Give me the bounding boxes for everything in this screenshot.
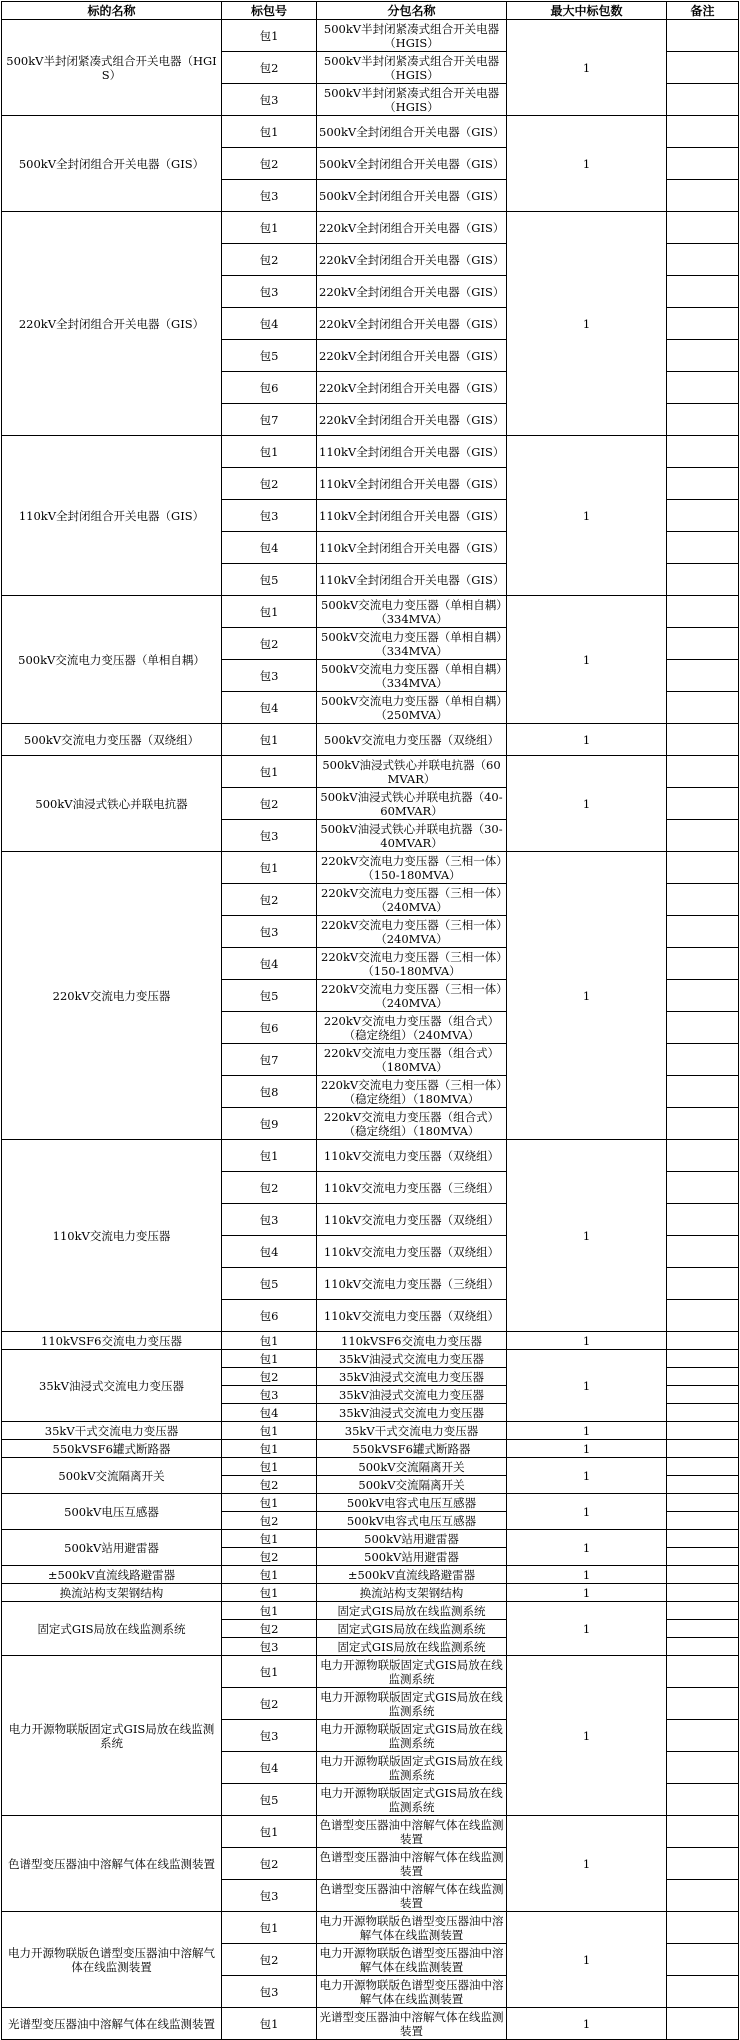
package-no-cell: 包4 — [222, 692, 317, 724]
remarks-cell — [667, 1848, 739, 1880]
sub-package-name-cell: 35kV油浸式交流电力变压器 — [317, 1404, 507, 1422]
package-no-cell: 包1 — [222, 2008, 317, 2040]
item-name-cell: 电力开源物联版固定式GIS局放在线监测系统 — [2, 1656, 222, 1816]
sub-package-name-cell: 35kV油浸式交流电力变压器 — [317, 1386, 507, 1404]
sub-package-name-cell: 110kVSF6交流电力变压器 — [317, 1332, 507, 1350]
table-row — [2, 1602, 739, 1620]
max-awards-cell: 1 — [507, 1816, 667, 1912]
remarks-cell — [667, 852, 739, 884]
table-row — [2, 2008, 739, 2040]
sub-package-name-cell: 220kV交流电力变压器（三相一体）（240MVA） — [317, 980, 507, 1012]
max-awards-cell: 1 — [507, 116, 667, 212]
sub-package-name-cell: 110kV全封闭组合开关电器（GIS） — [317, 436, 507, 468]
package-no-cell: 包2 — [222, 788, 317, 820]
sub-package-name-cell: 电力开源物联版色谱型变压器油中溶解气体在线监测装置 — [317, 1944, 507, 1976]
sub-package-name-cell: 35kV油浸式交流电力变压器 — [317, 1368, 507, 1386]
item-name-cell: 电力开源物联版色谱型变压器油中溶解气体在线监测装置 — [2, 1912, 222, 2008]
max-awards-cell: 1 — [507, 20, 667, 116]
sub-package-name-cell: 220kV交流电力变压器（三相一体）（稳定绕组）（180MVA） — [317, 1076, 507, 1108]
table-row — [2, 596, 739, 628]
package-no-cell: 包5 — [222, 340, 317, 372]
remarks-cell — [667, 1140, 739, 1172]
package-no-cell: 包7 — [222, 404, 317, 436]
package-no-cell: 包3 — [222, 1720, 317, 1752]
remarks-cell — [667, 84, 739, 116]
package-no-cell: 包4 — [222, 308, 317, 340]
remarks-cell — [667, 20, 739, 52]
remarks-cell — [667, 1720, 739, 1752]
remarks-cell — [667, 148, 739, 180]
remarks-cell — [667, 468, 739, 500]
bid-package-table — [1, 1, 739, 2040]
table-row — [2, 1530, 739, 1548]
remarks-cell — [667, 1044, 739, 1076]
sub-package-name-cell: 电力开源物联版固定式GIS局放在线监测系统 — [317, 1784, 507, 1816]
max-awards-cell: 1 — [507, 436, 667, 596]
package-no-cell: 包1 — [222, 1602, 317, 1620]
package-no-cell: 包3 — [222, 1880, 317, 1912]
package-no-cell: 包3 — [222, 1638, 317, 1656]
item-name-cell: ±500kV直流线路避雷器 — [2, 1566, 222, 1584]
table-row — [2, 1584, 739, 1602]
sub-package-name-cell: 110kV交流电力变压器（三绕组） — [317, 1268, 507, 1300]
remarks-cell — [667, 116, 739, 148]
package-no-cell: 包2 — [222, 1548, 317, 1566]
remarks-cell — [667, 1752, 739, 1784]
sub-package-name-cell: 500kV电容式电压互感器 — [317, 1494, 507, 1512]
sub-package-name-cell: 500kV油浸式铁心并联电抗器（30-40MVAR） — [317, 820, 507, 852]
package-no-cell: 包2 — [222, 1620, 317, 1638]
remarks-cell — [667, 340, 739, 372]
sub-package-name-cell: 500kV半封闭紧凑式组合开关电器（HGIS） — [317, 20, 507, 52]
package-no-cell: 包1 — [222, 20, 317, 52]
remarks-cell — [667, 1566, 739, 1584]
table-row — [2, 852, 739, 884]
remarks-cell — [667, 1688, 739, 1720]
package-no-cell: 包7 — [222, 1044, 317, 1076]
item-name-cell: 500kV油浸式铁心并联电抗器 — [2, 756, 222, 852]
item-name-cell: 换流站构支架钢结构 — [2, 1584, 222, 1602]
remarks-cell — [667, 1422, 739, 1440]
remarks-cell — [667, 372, 739, 404]
item-name-cell: 500kV交流电力变压器（双绕组） — [2, 724, 222, 756]
package-no-cell: 包1 — [222, 1494, 317, 1512]
item-name-cell: 35kV油浸式交流电力变压器 — [2, 1350, 222, 1422]
remarks-cell — [667, 1548, 739, 1566]
max-awards-cell: 1 — [507, 1494, 667, 1530]
sub-package-name-cell: 500kV油浸式铁心并联电抗器（40-60MVAR） — [317, 788, 507, 820]
table-row — [2, 1440, 739, 1458]
sub-package-name-cell: 500kV站用避雷器 — [317, 1548, 507, 1566]
sub-package-name-cell: 电力开源物联版色谱型变压器油中溶解气体在线监测装置 — [317, 1912, 507, 1944]
item-name-cell: 550kVSF6罐式断路器 — [2, 1440, 222, 1458]
package-no-cell: 包3 — [222, 660, 317, 692]
package-no-cell: 包5 — [222, 1784, 317, 1816]
remarks-cell — [667, 1912, 739, 1944]
table-row — [2, 1422, 739, 1440]
remarks-cell — [667, 2008, 739, 2040]
item-name-cell: 35kV干式交流电力变压器 — [2, 1422, 222, 1440]
remarks-cell — [667, 1236, 739, 1268]
sub-package-name-cell: 500kV交流电力变压器（单相自耦）（250MVA） — [317, 692, 507, 724]
max-awards-cell: 1 — [507, 1584, 667, 1602]
sub-package-name-cell: 固定式GIS局放在线监测系统 — [317, 1602, 507, 1620]
sub-package-name-cell: 220kV全封闭组合开关电器（GIS） — [317, 340, 507, 372]
item-name-cell: 220kV全封闭组合开关电器（GIS） — [2, 212, 222, 436]
table-row — [2, 436, 739, 468]
table-row — [2, 116, 739, 148]
package-no-cell: 包2 — [222, 52, 317, 84]
sub-package-name-cell: 220kV全封闭组合开关电器（GIS） — [317, 276, 507, 308]
package-no-cell: 包2 — [222, 1944, 317, 1976]
package-no-cell: 包1 — [222, 436, 317, 468]
remarks-cell — [667, 596, 739, 628]
table-row — [2, 1494, 739, 1512]
remarks-cell — [667, 1350, 739, 1368]
item-name-cell: 500kV交流电力变压器（单相自耦） — [2, 596, 222, 724]
sub-package-name-cell: 500kV交流隔离开关 — [317, 1476, 507, 1494]
package-no-cell: 包1 — [222, 1140, 317, 1172]
package-no-cell: 包1 — [222, 1530, 317, 1548]
header-max-awards: 最大中标包数 — [507, 2, 667, 20]
package-no-cell: 包5 — [222, 980, 317, 1012]
remarks-cell — [667, 1172, 739, 1204]
remarks-cell — [667, 884, 739, 916]
sub-package-name-cell: 500kV半封闭紧凑式组合开关电器（HGIS） — [317, 84, 507, 116]
remarks-cell — [667, 1332, 739, 1350]
sub-package-name-cell: 500kV油浸式铁心并联电抗器（60MVAR） — [317, 756, 507, 788]
sub-package-name-cell: 500kV交流电力变压器（双绕组） — [317, 724, 507, 756]
item-name-cell: 色谱型变压器油中溶解气体在线监测装置 — [2, 1816, 222, 1912]
remarks-cell — [667, 564, 739, 596]
max-awards-cell: 1 — [507, 596, 667, 724]
item-name-cell: 500kV全封闭组合开关电器（GIS） — [2, 116, 222, 212]
table-row — [2, 20, 739, 52]
sub-package-name-cell: 500kV交流电力变压器（单相自耦）（334MVA） — [317, 660, 507, 692]
sub-package-name-cell: 220kV交流电力变压器（三相一体）（150-180MVA） — [317, 948, 507, 980]
max-awards-cell: 1 — [507, 724, 667, 756]
remarks-cell — [667, 308, 739, 340]
max-awards-cell: 1 — [507, 1458, 667, 1494]
remarks-cell — [667, 724, 739, 756]
remarks-cell — [667, 1476, 739, 1494]
remarks-cell — [667, 212, 739, 244]
package-no-cell: 包4 — [222, 948, 317, 980]
remarks-cell — [667, 948, 739, 980]
sub-package-name-cell: 110kV全封闭组合开关电器（GIS） — [317, 500, 507, 532]
max-awards-cell: 1 — [507, 756, 667, 852]
sub-package-name-cell: 110kV交流电力变压器（双绕组） — [317, 1300, 507, 1332]
remarks-cell — [667, 1816, 739, 1848]
remarks-cell — [667, 660, 739, 692]
remarks-cell — [667, 1512, 739, 1530]
remarks-cell — [667, 1656, 739, 1688]
header-remarks: 备注 — [667, 2, 739, 20]
package-no-cell: 包3 — [222, 1976, 317, 2008]
remarks-cell — [667, 1368, 739, 1386]
item-name-cell: 110kV全封闭组合开关电器（GIS） — [2, 436, 222, 596]
table-header-row — [2, 2, 739, 20]
remarks-cell — [667, 1602, 739, 1620]
package-no-cell: 包1 — [222, 1458, 317, 1476]
sub-package-name-cell: 光谱型变压器油中溶解气体在线监测装置 — [317, 2008, 507, 2040]
remarks-cell — [667, 820, 739, 852]
table-row — [2, 1912, 739, 1944]
remarks-cell — [667, 1494, 739, 1512]
remarks-cell — [667, 1108, 739, 1140]
sub-package-name-cell: 110kV全封闭组合开关电器（GIS） — [317, 532, 507, 564]
sub-package-name-cell: 500kV全封闭组合开关电器（GIS） — [317, 148, 507, 180]
sub-package-name-cell: 500kV站用避雷器 — [317, 1530, 507, 1548]
sub-package-name-cell: 110kV交流电力变压器（双绕组） — [317, 1204, 507, 1236]
remarks-cell — [667, 1880, 739, 1912]
sub-package-name-cell: 固定式GIS局放在线监测系统 — [317, 1638, 507, 1656]
package-no-cell: 包5 — [222, 1268, 317, 1300]
sub-package-name-cell: 110kV交流电力变压器（双绕组） — [317, 1236, 507, 1268]
sub-package-name-cell: 220kV交流电力变压器（组合式）（稳定绕组）（240MVA） — [317, 1012, 507, 1044]
table-row — [2, 724, 739, 756]
remarks-cell — [667, 1584, 739, 1602]
sub-package-name-cell: 220kV全封闭组合开关电器（GIS） — [317, 308, 507, 340]
item-name-cell: 500kV交流隔离开关 — [2, 1458, 222, 1494]
table-row — [2, 1350, 739, 1368]
remarks-cell — [667, 1268, 739, 1300]
sub-package-name-cell: 色谱型变压器油中溶解气体在线监测装置 — [317, 1816, 507, 1848]
sub-package-name-cell: 35kV油浸式交流电力变压器 — [317, 1350, 507, 1368]
remarks-cell — [667, 628, 739, 660]
package-no-cell: 包1 — [222, 1332, 317, 1350]
table-body — [2, 20, 739, 2040]
sub-package-name-cell: 500kV交流隔离开关 — [317, 1458, 507, 1476]
remarks-cell — [667, 180, 739, 212]
package-no-cell: 包1 — [222, 116, 317, 148]
max-awards-cell: 1 — [507, 1602, 667, 1656]
remarks-cell — [667, 1440, 739, 1458]
item-name-cell: 500kV电压互感器 — [2, 1494, 222, 1530]
item-name-cell: 220kV交流电力变压器 — [2, 852, 222, 1140]
package-no-cell: 包2 — [222, 148, 317, 180]
sub-package-name-cell: 220kV交流电力变压器（三相一体）（150-180MVA） — [317, 852, 507, 884]
package-no-cell: 包2 — [222, 1848, 317, 1880]
package-no-cell: 包1 — [222, 756, 317, 788]
remarks-cell — [667, 52, 739, 84]
item-name-cell: 固定式GIS局放在线监测系统 — [2, 1602, 222, 1656]
remarks-cell — [667, 692, 739, 724]
sub-package-name-cell: 220kV交流电力变压器（组合式）（稳定绕组）（180MVA） — [317, 1108, 507, 1140]
remarks-cell — [667, 1638, 739, 1656]
table-row — [2, 212, 739, 244]
remarks-cell — [667, 1204, 739, 1236]
table-row — [2, 756, 739, 788]
table-row — [2, 1458, 739, 1476]
package-no-cell: 包6 — [222, 1300, 317, 1332]
package-no-cell: 包1 — [222, 1566, 317, 1584]
sub-package-name-cell: 220kV全封闭组合开关电器（GIS） — [317, 372, 507, 404]
remarks-cell — [667, 436, 739, 468]
table-row — [2, 1816, 739, 1848]
max-awards-cell: 1 — [507, 212, 667, 436]
sub-package-name-cell: 220kV交流电力变压器（三相一体）（240MVA） — [317, 884, 507, 916]
max-awards-cell: 1 — [507, 852, 667, 1140]
package-no-cell: 包3 — [222, 1386, 317, 1404]
sub-package-name-cell: 500kV全封闭组合开关电器（GIS） — [317, 116, 507, 148]
remarks-cell — [667, 500, 739, 532]
sub-package-name-cell: 电力开源物联版固定式GIS局放在线监测系统 — [317, 1752, 507, 1784]
remarks-cell — [667, 756, 739, 788]
max-awards-cell: 1 — [507, 1440, 667, 1458]
sub-package-name-cell: 220kV全封闭组合开关电器（GIS） — [317, 244, 507, 276]
sub-package-name-cell: 色谱型变压器油中溶解气体在线监测装置 — [317, 1848, 507, 1880]
max-awards-cell: 1 — [507, 1332, 667, 1350]
sub-package-name-cell: 110kV交流电力变压器（双绕组） — [317, 1140, 507, 1172]
remarks-cell — [667, 1784, 739, 1816]
remarks-cell — [667, 244, 739, 276]
sub-package-name-cell: 色谱型变压器油中溶解气体在线监测装置 — [317, 1880, 507, 1912]
package-no-cell: 包4 — [222, 532, 317, 564]
table-row — [2, 1140, 739, 1172]
sub-package-name-cell: 500kV交流电力变压器（单相自耦）（334MVA） — [317, 596, 507, 628]
max-awards-cell: 1 — [507, 1422, 667, 1440]
package-no-cell: 包1 — [222, 1584, 317, 1602]
remarks-cell — [667, 1530, 739, 1548]
sub-package-name-cell: 500kV交流电力变压器（单相自耦）（334MVA） — [317, 628, 507, 660]
remarks-cell — [667, 532, 739, 564]
package-no-cell: 包2 — [222, 1688, 317, 1720]
sub-package-name-cell: 550kVSF6罐式断路器 — [317, 1440, 507, 1458]
remarks-cell — [667, 1012, 739, 1044]
package-no-cell: 包2 — [222, 884, 317, 916]
sub-package-name-cell: 电力开源物联版固定式GIS局放在线监测系统 — [317, 1688, 507, 1720]
package-no-cell: 包8 — [222, 1076, 317, 1108]
remarks-cell — [667, 1076, 739, 1108]
package-no-cell: 包1 — [222, 1422, 317, 1440]
package-no-cell: 包2 — [222, 1512, 317, 1530]
package-no-cell: 包3 — [222, 180, 317, 212]
item-name-cell: 500kV站用避雷器 — [2, 1530, 222, 1566]
package-no-cell: 包3 — [222, 1204, 317, 1236]
max-awards-cell: 1 — [507, 1350, 667, 1422]
package-no-cell: 包2 — [222, 244, 317, 276]
sub-package-name-cell: 220kV全封闭组合开关电器（GIS） — [317, 212, 507, 244]
package-no-cell: 包1 — [222, 852, 317, 884]
remarks-cell — [667, 404, 739, 436]
package-no-cell: 包3 — [222, 276, 317, 308]
package-no-cell: 包2 — [222, 1476, 317, 1494]
sub-package-name-cell: 110kV全封闭组合开关电器（GIS） — [317, 468, 507, 500]
package-no-cell: 包1 — [222, 1440, 317, 1458]
sub-package-name-cell: ±500kV直流线路避雷器 — [317, 1566, 507, 1584]
table-row — [2, 1332, 739, 1350]
package-no-cell: 包3 — [222, 820, 317, 852]
sub-package-name-cell: 500kV全封闭组合开关电器（GIS） — [317, 180, 507, 212]
item-name-cell: 500kV半封闭紧凑式组合开关电器（HGIS） — [2, 20, 222, 116]
package-no-cell: 包6 — [222, 1012, 317, 1044]
package-no-cell: 包2 — [222, 1368, 317, 1386]
remarks-cell — [667, 1944, 739, 1976]
remarks-cell — [667, 1976, 739, 2008]
max-awards-cell: 1 — [507, 2008, 667, 2040]
package-no-cell: 包4 — [222, 1752, 317, 1784]
package-no-cell: 包2 — [222, 1172, 317, 1204]
package-no-cell: 包1 — [222, 1912, 317, 1944]
remarks-cell — [667, 1458, 739, 1476]
item-name-cell: 光谱型变压器油中溶解气体在线监测装置 — [2, 2008, 222, 2040]
header-package-no: 标包号 — [222, 2, 317, 20]
sub-package-name-cell: 110kV全封闭组合开关电器（GIS） — [317, 564, 507, 596]
sub-package-name-cell: 110kV交流电力变压器（三绕组） — [317, 1172, 507, 1204]
remarks-cell — [667, 788, 739, 820]
table-row — [2, 1566, 739, 1584]
sub-package-name-cell: 电力开源物联版固定式GIS局放在线监测系统 — [317, 1720, 507, 1752]
max-awards-cell: 1 — [507, 1656, 667, 1816]
remarks-cell — [667, 1300, 739, 1332]
remarks-cell — [667, 916, 739, 948]
package-no-cell: 包1 — [222, 1816, 317, 1848]
sub-package-name-cell: 500kV电容式电压互感器 — [317, 1512, 507, 1530]
package-no-cell: 包4 — [222, 1404, 317, 1422]
sub-package-name-cell: 220kV交流电力变压器（三相一体）（240MVA） — [317, 916, 507, 948]
package-no-cell: 包1 — [222, 724, 317, 756]
sub-package-name-cell: 500kV半封闭紧凑式组合开关电器（HGIS） — [317, 52, 507, 84]
remarks-cell — [667, 1404, 739, 1422]
max-awards-cell: 1 — [507, 1912, 667, 2008]
package-no-cell: 包2 — [222, 628, 317, 660]
max-awards-cell: 1 — [507, 1566, 667, 1584]
package-no-cell: 包3 — [222, 916, 317, 948]
package-no-cell: 包2 — [222, 468, 317, 500]
package-no-cell: 包1 — [222, 1350, 317, 1368]
sub-package-name-cell: 电力开源物联版固定式GIS局放在线监测系统 — [317, 1656, 507, 1688]
remarks-cell — [667, 276, 739, 308]
item-name-cell: 110kV交流电力变压器 — [2, 1140, 222, 1332]
sub-package-name-cell: 220kV全封闭组合开关电器（GIS） — [317, 404, 507, 436]
remarks-cell — [667, 980, 739, 1012]
table-row — [2, 1656, 739, 1688]
package-no-cell: 包1 — [222, 596, 317, 628]
sub-package-name-cell: 换流站构支架钢结构 — [317, 1584, 507, 1602]
sub-package-name-cell: 电力开源物联版色谱型变压器油中溶解气体在线监测装置 — [317, 1976, 507, 2008]
max-awards-cell: 1 — [507, 1140, 667, 1332]
remarks-cell — [667, 1386, 739, 1404]
sub-package-name-cell: 35kV干式交流电力变压器 — [317, 1422, 507, 1440]
sub-package-name-cell: 220kV交流电力变压器（组合式）（180MVA） — [317, 1044, 507, 1076]
max-awards-cell: 1 — [507, 1530, 667, 1566]
package-no-cell: 包1 — [222, 1656, 317, 1688]
package-no-cell: 包9 — [222, 1108, 317, 1140]
package-no-cell: 包3 — [222, 500, 317, 532]
package-no-cell: 包5 — [222, 564, 317, 596]
package-no-cell: 包6 — [222, 372, 317, 404]
item-name-cell: 110kVSF6交流电力变压器 — [2, 1332, 222, 1350]
package-no-cell: 包4 — [222, 1236, 317, 1268]
package-no-cell: 包1 — [222, 212, 317, 244]
sub-package-name-cell: 固定式GIS局放在线监测系统 — [317, 1620, 507, 1638]
header-sub-package-name: 分包名称 — [317, 2, 507, 20]
header-item-name: 标的名称 — [2, 2, 222, 20]
remarks-cell — [667, 1620, 739, 1638]
package-no-cell: 包3 — [222, 84, 317, 116]
